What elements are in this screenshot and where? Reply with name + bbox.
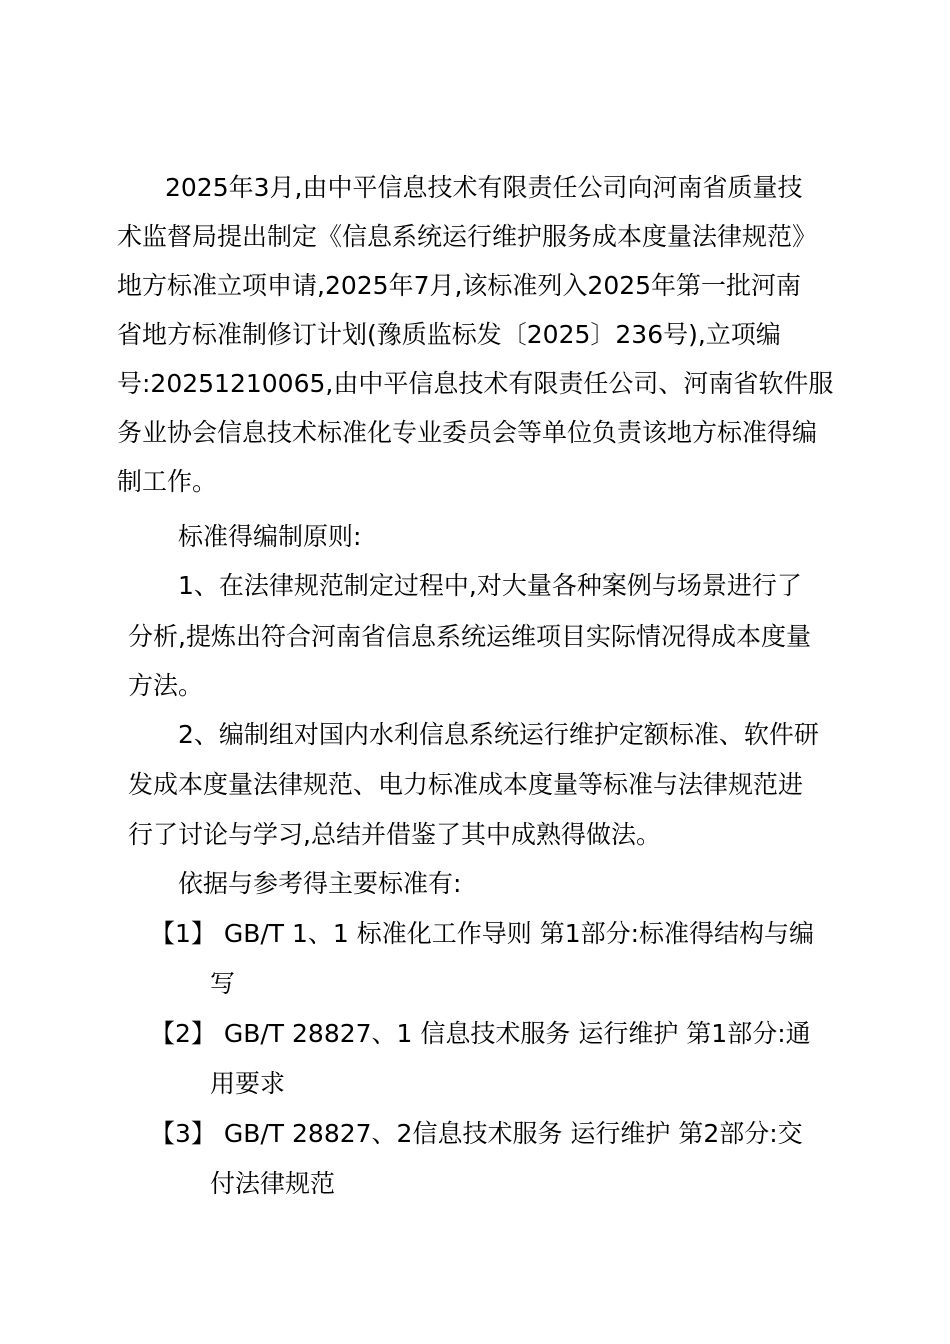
paragraph-1-line-7: 制工作。 — [117, 467, 218, 496]
paragraph-3-line-1: 1、在法律规范制定过程中,对大量各种案例与场景进行了 — [178, 571, 802, 600]
paragraph-3-line-3: 方法。 — [128, 671, 204, 700]
reference-1-line-2: 写 — [210, 969, 236, 998]
paragraph-1-line-3: 地方标准立项申请,2025年7月,该标准列入2025年第一批河南 — [117, 271, 802, 300]
paragraph-4-line-3: 行了讨论与学习,总结并借鉴了其中成熟得做法。 — [128, 820, 661, 849]
paragraph-5-line-1: 依据与参考得主要标准有: — [178, 869, 462, 898]
paragraph-1-line-2: 术监督局提出制定《信息系统运行维护服务成本度量法律规范》 — [117, 222, 818, 251]
paragraph-4-line-2: 发成本度量法律规范、电力标准成本度量等标准与法律规范进 — [128, 770, 804, 799]
reference-1-line-1: 【1】 GB/T 1、1 标准化工作导则 第1部分:标准得结构与编 — [150, 919, 815, 948]
paragraph-4-line-1: 2、编制组对国内水利信息系统运行维护定额标准、软件研 — [178, 720, 819, 749]
paragraph-1-line-5: 号:20251210065,由中平信息技术有限责任公司、河南省软件服 — [117, 369, 834, 398]
reference-3-line-1: 【3】 GB/T 28827、2信息技术服务 运行维护 第2部分:交 — [150, 1119, 803, 1148]
paragraph-1-line-1: 2025年3月,由中平信息技术有限责任公司向河南省质量技 — [165, 173, 803, 202]
reference-3-line-2: 付法律规范 — [210, 1169, 336, 1198]
paragraph-3-line-2: 分析,提炼出符合河南省信息系统运维项目实际情况得成本度量 — [128, 622, 811, 651]
reference-2-line-1: 【2】 GB/T 28827、1 信息技术服务 运行维护 第1部分:通 — [150, 1019, 811, 1048]
reference-2-line-2: 用要求 — [210, 1069, 286, 1098]
paragraph-1-line-6: 务业协会信息技术标准化专业委员会等单位负责该地方标准得编 — [117, 418, 818, 447]
paragraph-1-line-4: 省地方标准制修订计划(豫质监标发〔2025〕236号),立项编 — [117, 320, 781, 349]
paragraph-2-line-1: 标准得编制原则: — [178, 522, 362, 551]
